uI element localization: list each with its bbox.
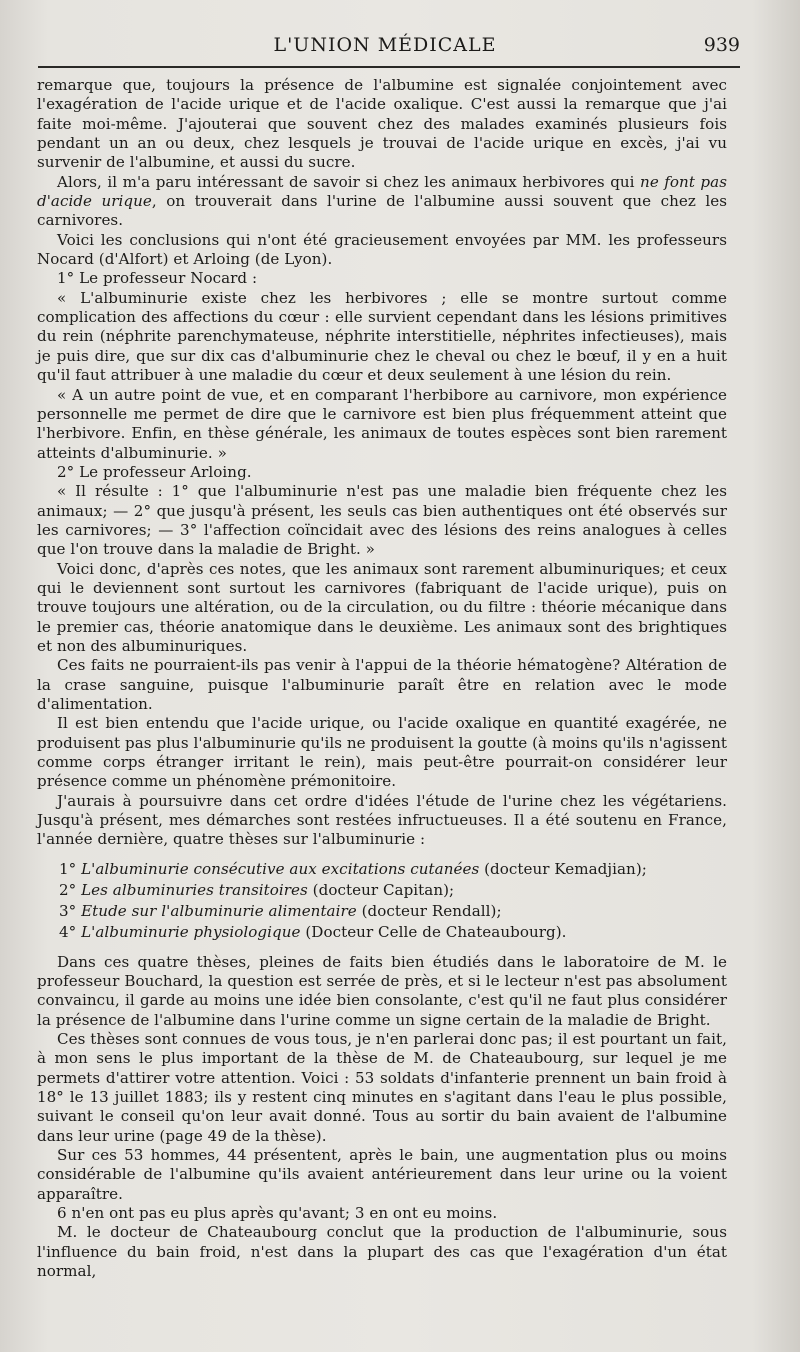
quote-paragraph: « Il résulte : 1° que l'albuminurie n'est pas une maladie bien fréquente chez les animaux; — 2° que jusqu'à présent, les seuls cas bien authentiques ont été observés sur les carnivores; — 3° l'affection coïncidait avec des lésions des reins analogues à celles que l'on trouve dans la maladie de Bright. » (37, 482, 727, 559)
paragraph: Ces thèses sont connues de vous tous, je n'en parlerai donc pas; il est pourtant un fait, à mon sens le plus important de la thèse de M. de Chateaubourg, sur lequel je me permets d'attirer votre attention. Voici : 53 soldats d'infanterie prennent un bain froid à 18° le 13 juillet 1883; ils y restent cinq minutes en s'agitant dans l'eau le plus possible, suivant le conseil qu'on leur avait donné. Tous au sortir du bain avaient de l'albumine dans leur urine (page 49 de la thèse). (37, 1029, 727, 1145)
paragraph: 2° Le professeur Arloing. (57, 462, 252, 481)
paragraph: Alors, il m'a paru intéressant de savoir si chez les animaux herbivores qui ne font pas d'acide urique, on trouverait dans l'urine de l'albumine aussi souvent que chez les carnivores. (37, 172, 727, 230)
paragraph: Dans ces quatre thèses, pleines de faits bien étudiés dans le laboratoire de M. le professeur Bouchard, la question est serrée de près, et si le lecteur n'est pas absolument convaincu, il garde au moins une idée bien consolante, c'est qu'il ne faut plus considérer la présence de l'albumine dans l'urine comme un signe certain de la maladie de Bright. (37, 952, 727, 1029)
journal-title: L'UNION MÉDICALE (273, 34, 497, 56)
paragraph: M. le docteur de Chateaubourg conclut que la production de l'albuminurie, sous l'influence du bain froid, n'est dans la plupart des cas que l'exagération d'un état normal, (37, 1223, 727, 1281)
article-body (37, 76, 727, 1281)
paragraph: J'aurais à poursuivre dans cet ordre d'idées l'étude de l'urine chez les végétariens. Jusqu'à présent, mes démarches sont restées infructueuses. Il a été soutenu en France, l'année dernière, quatre thèses sur l'albuminurie : (37, 791, 727, 849)
list-item: 2° Les albuminuries transitoires (docteur Capitan); (59, 880, 455, 899)
quote-paragraph: « A un autre point de vue, et en comparant l'herbibore au carnivore, mon expérience personnelle me permet de dire que le carnivore est bien plus fréquemment atteint que l'herbivore. Enfin, en thèse générale, les animaux de toutes espèces sont bien rarement atteints d'albuminurie. » (37, 385, 727, 462)
quote-paragraph: « L'albuminurie existe chez les herbivores ; elle se montre surtout comme complication des affections du cœur : elle survient cependant dans les lésions primitives du rein (néphrite parenchymateuse, néphrite interstitielle, néphrites infectieuses), mais je puis dire, que sur dix cas d'albuminurie chez le cheval ou chez le bœuf, il y en a huit qu'il faut attribuer à une maladie du cœur et deux seulement à une lésion du rein. (37, 288, 727, 385)
paragraph: Il est bien entendu que l'acide urique, ou l'acide oxalique en quantité exagérée, ne produisent pas plus l'albuminurie qu'ils ne produisent la goutte (à moins qu'ils n'agissent comme corps étranger irritant le rein), mais peut-être pourrait-on considérer leur présence comme un phénomène prémonitoire. (37, 714, 727, 791)
paragraph: Voici donc, d'après ces notes, que les animaux sont rarement albuminuriques; et ceux qui le deviennent sont surtout les carnivores (fabriquant de l'acide urique), puis on trouve toujours une altération, ou de la circulation, ou du filtre : théorie mécanique dans le premier cas, théorie anatomique dans le deuxième. Les animaux sont des brightiques et non des albuminuriques. (37, 559, 727, 655)
running-header (40, 30, 740, 60)
paragraph: Voici les conclusions qui n'ont été gracieusement envoyées par MM. les professeurs Nocard (d'Alfort) et Arloing (de Lyon). (37, 230, 727, 269)
emphasis: ne font pas d'acide urique (37, 172, 727, 211)
header-rule (38, 66, 740, 68)
list-item: 1° L'albuminurie consécutive aux excitations cutanées (docteur Kemadjian); (59, 859, 647, 878)
paragraph: remarque que, toujours la présence de l'albumine est signalée conjointement avec l'exagération de l'acide urique et de l'acide oxalique. C'est aussi la remarque que j'ai faite moi-même. J'ajouterai que souvent chez des malades examinés plusieurs fois pendant un an ou deux, chez lesquels je trouvai de l'acide urique en excès, j'ai vu survenir de l'albumine, et aussi du sucre. (37, 76, 727, 172)
paragraph: 1° Le professeur Nocard : (57, 269, 258, 288)
paragraph: Ces faits ne pourraient-ils pas venir à l'appui de la théorie hématogène? Altération de la crase sanguine, puisque l'albuminurie paraît être en relation avec le mode d'alimentation. (37, 656, 727, 713)
theses-list (37, 859, 727, 944)
paragraph: Sur ces 53 hommes, 44 présentent, après le bain, une augmentation plus ou moins considérable de l'albumine qu'ils avaient antérieurement dans leur urine ou la voient apparaître. (37, 1146, 727, 1203)
paragraph: 6 n'en ont pas eu plus après qu'avant; 3 en ont eu moins. (57, 1204, 498, 1223)
page-number: 939 (703, 34, 740, 56)
list-item: 4° L'albuminurie physiologique (Docteur Celle de Chateaubourg). (59, 923, 567, 942)
list-item: 3° Etude sur l'albuminurie alimentaire (docteur Rendall); (59, 902, 502, 921)
